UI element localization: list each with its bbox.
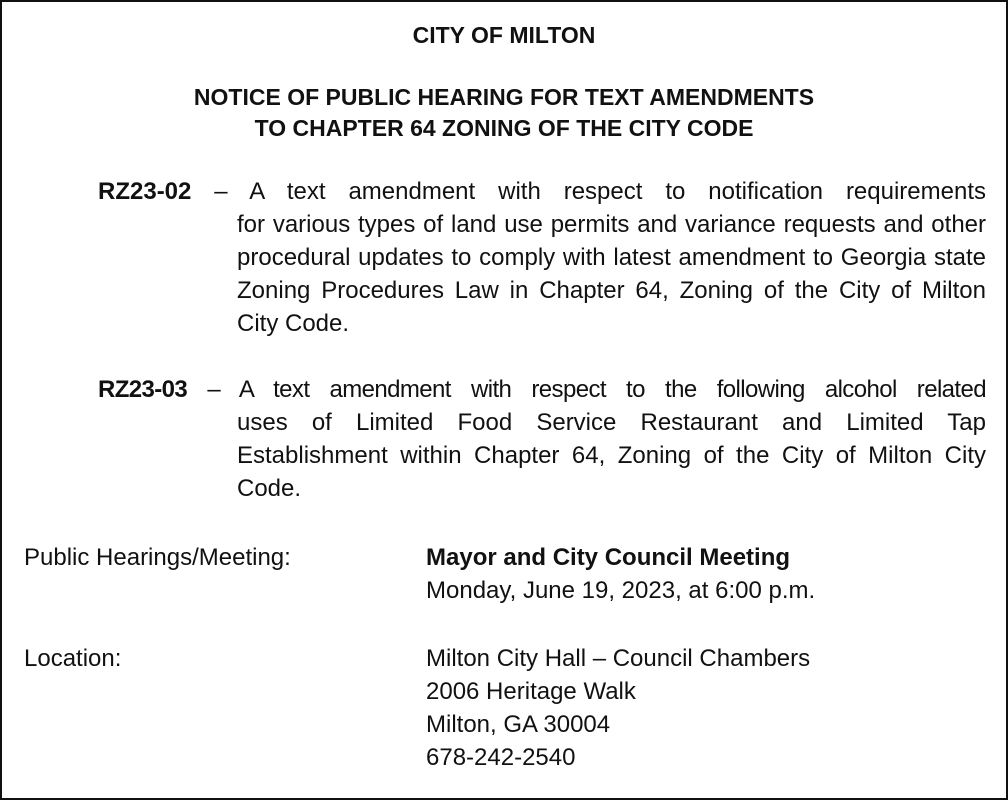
amendment-dash: – (187, 376, 239, 403)
location-street: 2006 Heritage Walk (426, 678, 636, 705)
amendment-description: uses of Limited Food Service Restaurant and Limited Tap Establishment within Chapter 64, Zoning of the City of Milton City Code. (237, 409, 986, 502)
location-phone: 678-242-2540 (426, 744, 576, 771)
amendment-code: RZ23-02 (98, 178, 192, 205)
meeting-label: Public Hearings/Meeting: (24, 544, 291, 571)
notice-heading-line-2: TO CHAPTER 64 ZONING OF THE CITY CODE (254, 115, 754, 141)
location-city: Milton, GA 30004 (426, 711, 611, 738)
location-details (426, 642, 810, 774)
amendment-first-line (98, 175, 986, 208)
notice-heading (2, 82, 1006, 144)
amendment-dash: – (191, 178, 250, 205)
meeting-datetime: Monday, June 19, 2023, at 6:00 p.m. (426, 577, 816, 604)
amendment-code: RZ23-03 (98, 376, 188, 403)
meeting-details (426, 541, 815, 607)
location-venue: Milton City Hall – Council Chambers (426, 645, 811, 672)
amendment-description: for various types of land use permits and variance requests and other procedural updates to comply with latest amendment to Georgia state Zoning Procedures Law in Chapter 64, Zoning of the City of Milton City Code. (237, 211, 986, 337)
amendment-first-line (98, 373, 986, 406)
meeting-name: Mayor and City Council Meeting (426, 544, 791, 571)
amendment-rz23-02 (98, 175, 986, 340)
notice-heading-line-1: NOTICE OF PUBLIC HEARING FOR TEXT AMENDMENTS (193, 84, 815, 110)
amendment-intro: A text amendment with respect to notification requirements (249, 178, 987, 205)
amendment-rz23-03 (98, 373, 986, 505)
amendment-intro: A text amendment with respect to the following alcohol related (238, 376, 986, 403)
location-label: Location: (24, 645, 122, 672)
notice-title: CITY OF MILTON (412, 22, 596, 48)
